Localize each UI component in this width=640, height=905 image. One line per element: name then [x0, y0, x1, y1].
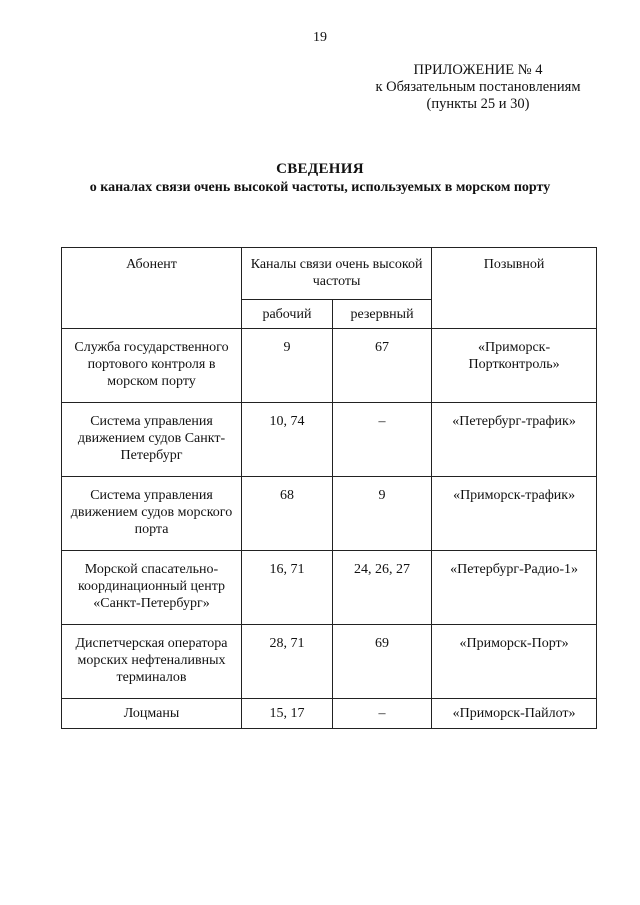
cell-subscriber: Диспетчерская оператора морских нефтеналивных терминалов	[62, 625, 242, 699]
cell-callsign: «Приморск-Пайлот»	[432, 699, 597, 729]
header-subscriber: Абонент	[62, 248, 242, 329]
cell-callsign: «Приморск-Портконтроль»	[432, 329, 597, 403]
page-number: 19	[313, 30, 327, 45]
cell-callsign: «Приморск-Порт»	[432, 625, 597, 699]
cell-callsign: «Петербург-Радио-1»	[432, 551, 597, 625]
cell-reserve: 9	[332, 477, 431, 551]
cell-working: 28, 71	[242, 625, 333, 699]
cell-subscriber: Морской спасательно-координационный центр «Санкт-Петербург»	[62, 551, 242, 625]
appendix-title: ПРИЛОЖЕНИЕ № 4	[413, 62, 543, 78]
header-channels: Каналы связи очень высокой частоты	[242, 248, 432, 300]
table-row	[62, 477, 597, 551]
cell-callsign: «Петербург-трафик»	[432, 403, 597, 477]
header-working-channel: рабочий	[242, 300, 333, 329]
appendix-block	[348, 62, 608, 113]
cell-working: 15, 17	[242, 699, 333, 729]
table-row	[62, 699, 597, 729]
cell-subscriber: Система управления движением судов морского порта	[62, 477, 242, 551]
channels-table	[61, 247, 597, 729]
cell-reserve: –	[332, 403, 431, 477]
cell-working: 68	[242, 477, 333, 551]
header-reserve-channel: резервный	[332, 300, 431, 329]
cell-subscriber: Система управления движением судов Санкт-Петербург	[62, 403, 242, 477]
table-row	[62, 329, 597, 403]
table-row	[62, 403, 597, 477]
document-title: СВЕДЕНИЯ	[276, 161, 364, 177]
appendix-clauses: (пункты 25 и 30)	[426, 96, 530, 112]
cell-subscriber: Служба государственного портового контроля в морском порту	[62, 329, 242, 403]
cell-reserve: –	[332, 699, 431, 729]
cell-reserve: 69	[332, 625, 431, 699]
cell-reserve: 67	[332, 329, 431, 403]
cell-working: 10, 74	[242, 403, 333, 477]
cell-callsign: «Приморск-трафик»	[432, 477, 597, 551]
header-callsign: Позывной	[432, 248, 597, 329]
cell-subscriber: Лоцманы	[62, 699, 242, 729]
cell-working: 16, 71	[242, 551, 333, 625]
cell-working: 9	[242, 329, 333, 403]
appendix-reference: к Обязательным постановлениям	[375, 79, 581, 95]
table-row	[62, 551, 597, 625]
cell-reserve: 24, 26, 27	[332, 551, 431, 625]
table-row	[62, 625, 597, 699]
document-subtitle: о каналах связи очень высокой частоты, используемых в морском порту	[89, 180, 551, 195]
